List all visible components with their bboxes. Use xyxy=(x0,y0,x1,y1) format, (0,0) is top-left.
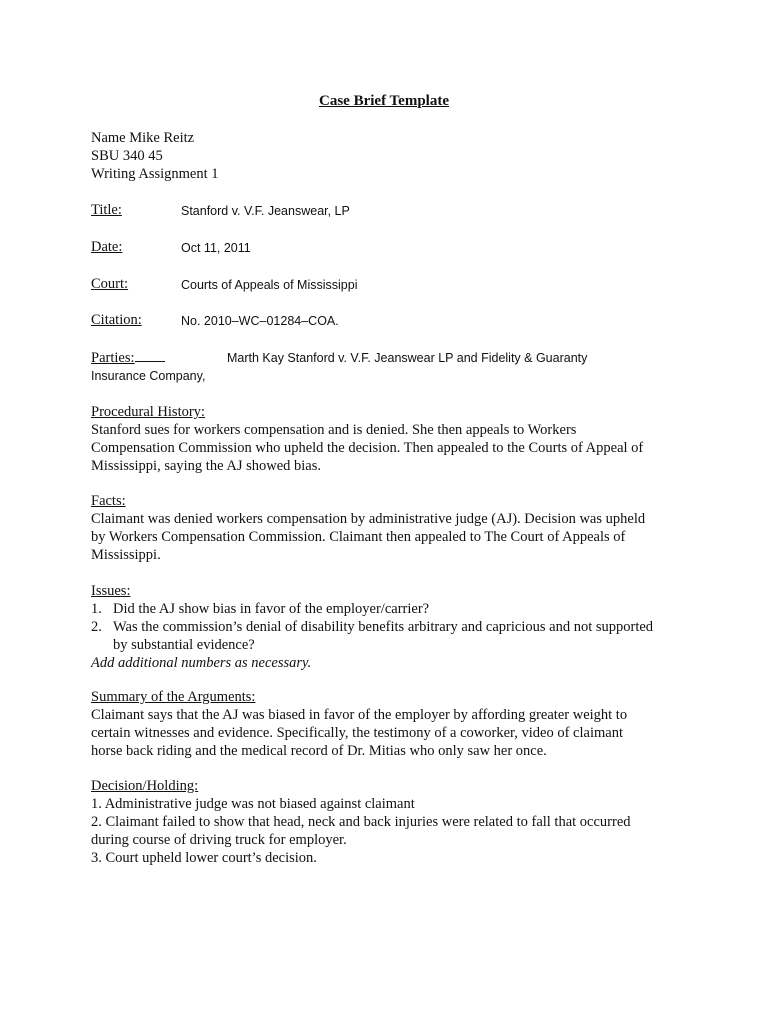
facts-heading: Facts: xyxy=(91,493,126,509)
procedural-history-heading: Procedural History: xyxy=(91,404,205,420)
decision-line: 1. Administrative judge was not biased against claimant xyxy=(91,796,415,812)
citation-label: Citation: xyxy=(91,312,142,328)
issue-item xyxy=(91,618,691,654)
student-name: Name Mike Reitz xyxy=(91,130,195,146)
issue-item xyxy=(91,600,691,618)
decision-line: during course of driving truck for employer. xyxy=(91,832,347,848)
decision-text xyxy=(91,795,691,867)
issues-note: Add additional numbers as necessary. xyxy=(91,655,312,671)
facts-line: by Workers Compensation Commission. Claimant then appealed to The Court of Appeals of xyxy=(91,529,626,545)
assignment-label: Writing Assignment 1 xyxy=(91,166,219,182)
summary-text xyxy=(91,706,691,760)
date-value: Oct 11, 2011 xyxy=(181,241,251,255)
summary-line: Claimant says that the AJ was biased in favor of the employer by affording greater weight to xyxy=(91,707,628,723)
parties-value-line1: Marth Kay Stanford v. V.F. Jeanswear LP and Fidelity & Guaranty xyxy=(227,351,588,365)
parties-label-wrap xyxy=(91,348,165,367)
parties-blank-line xyxy=(135,348,165,362)
course-code: SBU 340 45 xyxy=(91,148,163,164)
court-value: Courts of Appeals of Mississippi xyxy=(181,278,358,292)
citation-value: No. 2010–WC–01284–COA. xyxy=(181,314,339,328)
issue-number: 2. xyxy=(91,619,102,635)
issues-list xyxy=(91,600,691,672)
summary-line: certain witnesses and evidence. Specifically, the testimony of a coworker, video of claimant xyxy=(91,725,623,741)
summary-heading: Summary of the Arguments: xyxy=(91,689,256,705)
issue-text: Did the AJ show bias in favor of the employer/carrier? xyxy=(113,601,430,617)
issue-text: Was the commission’s denial of disability benefits arbitrary and capricious and not supported xyxy=(113,619,654,635)
date-label: Date: xyxy=(91,239,123,255)
parties-label: Parties: xyxy=(91,350,135,366)
issue-number: 1. xyxy=(91,601,102,617)
title-value: Stanford v. V.F. Jeanswear, LP xyxy=(181,204,350,218)
issue-text-continued: by substantial evidence? xyxy=(113,637,255,653)
court-label: Court: xyxy=(91,276,129,292)
procedural-history-line: Stanford sues for workers compensation and is denied. She then appeals to Workers xyxy=(91,422,577,438)
facts-line: Mississippi. xyxy=(91,547,161,563)
procedural-history-line: Mississippi, saying the AJ showed bias. xyxy=(91,458,321,474)
decision-line: 2. Claimant failed to show that head, neck and back injuries were related to fall that occurred xyxy=(91,814,631,830)
procedural-history-line: Compensation Commission who upheld the decision. Then appealed to the Courts of Appeal of xyxy=(91,440,644,456)
document-title: Case Brief Template xyxy=(319,93,449,109)
procedural-history-text xyxy=(91,421,691,475)
facts-line: Claimant was denied workers compensation by administrative judge (AJ). Decision was upheld xyxy=(91,511,646,527)
summary-line: horse back riding and the medical record of Dr. Mitias who only saw her once. xyxy=(91,743,547,759)
parties-value-line2: Insurance Company, xyxy=(91,369,206,383)
decision-line: 3. Court upheld lower court’s decision. xyxy=(91,850,317,866)
title-label: Title: xyxy=(91,202,122,218)
facts-text xyxy=(91,510,691,564)
issues-heading: Issues: xyxy=(91,583,131,599)
decision-heading: Decision/Holding: xyxy=(91,778,199,794)
